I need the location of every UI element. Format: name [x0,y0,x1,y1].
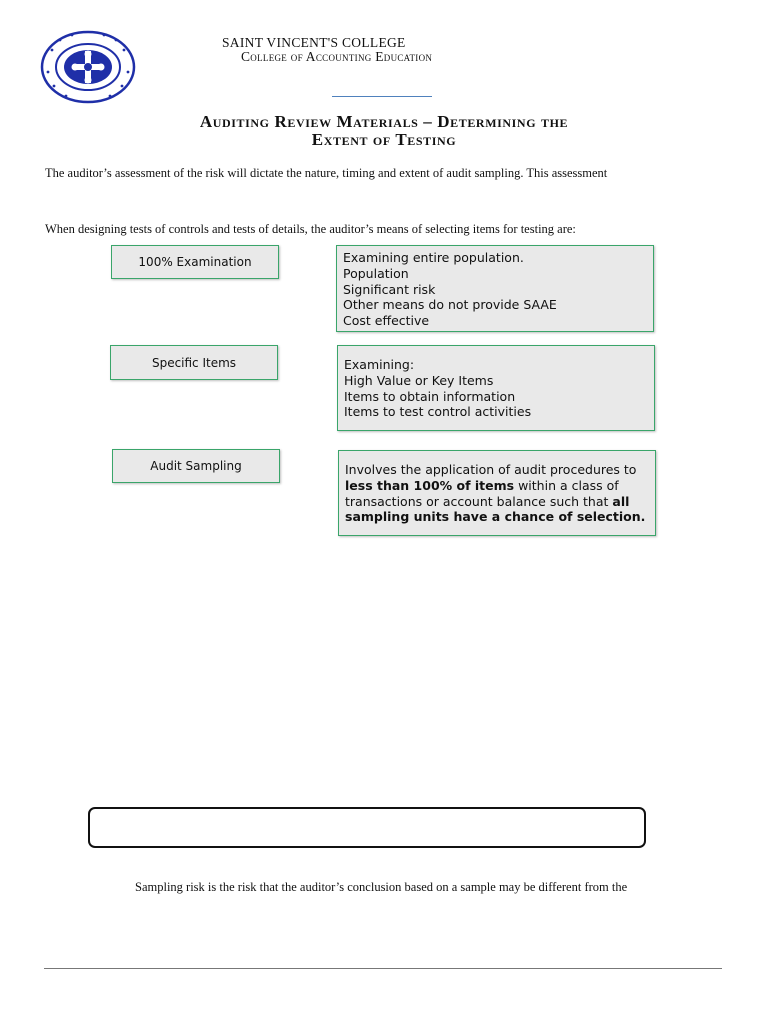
accent-divider [332,96,432,97]
method-label-specific-items: Specific Items [110,345,278,380]
department-name: College of Accounting Education [241,49,433,64]
empty-rounded-box [88,807,646,848]
description-line [345,494,649,510]
description-line: Other means do not provide SAAE [343,297,557,313]
description-text: transactions or account balance such that [345,493,613,509]
bold-phrase: less than 100% of items [345,477,515,493]
footer-divider [44,968,722,969]
description-line: Examining: [344,357,415,372]
description-text: within a class of [514,477,619,493]
method-description-audit-sampling [338,450,656,536]
college-name: SAINT VINCENT'S COLLEGE [222,35,406,50]
description-line: Significant risk [343,281,436,297]
description-line: Items to test control activities [344,404,532,420]
sampling-risk-paragraph: Sampling risk is the risk that the auditor’s conclusion based on a sample may be different from the [135,880,628,894]
method-label-100-examination: 100% Examination [111,245,279,279]
college-seal-logo [40,30,136,104]
bold-phrase: all [612,493,630,509]
description-line: Cost effective [343,313,430,329]
description-line: Involves the application of audit procedures to [345,462,637,477]
method-label-audit-sampling: Audit Sampling [112,449,280,483]
method-description-specific-items [337,345,655,431]
description-line: sampling units have a chance of selection. [345,509,646,525]
description-line: High Value or Key Items [344,372,494,388]
description-line [345,478,649,494]
selection-means-paragraph: When designing tests of controls and tests of details, the auditor’s means of selecting items for testing are: [45,222,576,236]
method-description-100-examination [336,245,654,332]
description-line: Items to obtain information [344,388,516,404]
page-title-line-1: Auditing Review Materials – Determining the [199,112,569,131]
page-title-line-2: Extent of Testing [311,130,457,149]
description-line: Examining entire population. [343,250,524,265]
intro-paragraph: The auditor’s assessment of the risk will dictate the nature, timing and extent of audit sampling. This assessment [45,166,608,180]
description-line: Population [343,265,409,281]
